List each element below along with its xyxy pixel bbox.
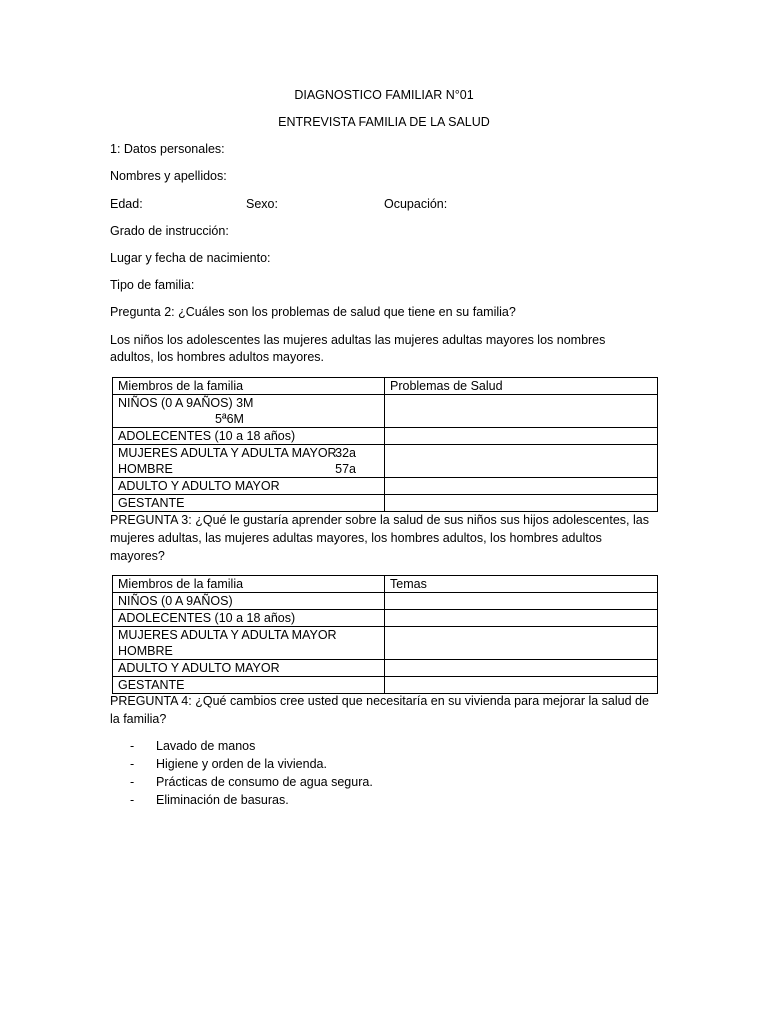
table-row <box>113 495 658 512</box>
table-cell <box>113 395 385 428</box>
cell-text: MUJERES ADULTA Y ADULTA MAYOR <box>118 628 337 642</box>
column-header-members: Miembros de la familia <box>113 576 385 593</box>
occupation-label: Ocupación: <box>384 197 448 211</box>
age-label: Edad: <box>110 197 143 211</box>
sex-label: Sexo: <box>246 197 278 211</box>
table-row <box>113 395 658 428</box>
answer-cell[interactable] <box>385 593 658 610</box>
list-item <box>130 738 373 756</box>
list-item <box>130 792 373 810</box>
table-row <box>113 428 658 445</box>
age-value: 57a <box>335 462 356 476</box>
question-3-line2: mujeres adultas, las mujeres adultas mayores, los hombres adultos, los hombres adultos <box>110 531 602 545</box>
bullet-list <box>130 738 373 810</box>
cell-text: GESTANTE <box>113 495 385 512</box>
cell-text <box>118 461 384 477</box>
table-row <box>113 445 658 478</box>
cell-text: ADOLECENTES (10 a 18 años) <box>113 428 385 445</box>
cell-label: HOMBRE <box>118 462 173 476</box>
table-row <box>113 593 658 610</box>
list-item-text: Prácticas de consumo de agua segura. <box>156 775 373 789</box>
question-2: Pregunta 2: ¿Cuáles son los problemas de salud que tiene en su familia? <box>110 305 516 319</box>
answer-cell[interactable] <box>385 445 658 478</box>
health-problems-table <box>112 377 658 512</box>
table-row <box>113 627 658 660</box>
names-label: Nombres y apellidos: <box>110 169 227 183</box>
bullet-dash: - <box>130 793 135 807</box>
cell-text: ADOLECENTES (10 a 18 años) <box>113 610 385 627</box>
table-cell <box>113 445 385 478</box>
question-2-answer-line2: adultos, los hombres adultos mayores. <box>110 350 324 364</box>
cell-text: ADULTO Y ADULTO MAYOR <box>113 478 385 495</box>
table-row <box>113 677 658 694</box>
family-type-label: Tipo de familia: <box>110 278 195 292</box>
answer-cell[interactable] <box>385 495 658 512</box>
bullet-dash: - <box>130 757 135 771</box>
cell-text: GESTANTE <box>113 677 385 694</box>
cell-text: NIÑOS (0 A 9AÑOS) <box>113 593 385 610</box>
list-item-text: Eliminación de basuras. <box>156 793 289 807</box>
document-title: DIAGNOSTICO FAMILIAR N°01 <box>294 88 474 102</box>
question-2-answer-line1: Los niños los adolescentes las mujeres adultas las mujeres adultas mayores los nombres <box>110 333 606 347</box>
age-value: 32a <box>335 446 356 460</box>
table-cell <box>113 627 385 660</box>
bullet-dash: - <box>130 775 135 789</box>
table-header-row <box>113 378 658 395</box>
list-item-text: Higiene y orden de la vivienda. <box>156 757 327 771</box>
cell-text <box>118 445 384 461</box>
cell-text: 5ª6M <box>215 412 244 426</box>
answer-cell[interactable] <box>385 395 658 428</box>
answer-cell[interactable] <box>385 428 658 445</box>
question-3-line1: PREGUNTA 3: ¿Qué le gustaría aprender sobre la salud de sus niños sus hijos adolescentes, las <box>110 513 649 527</box>
bullet-dash: - <box>130 739 135 753</box>
question-4-line1: PREGUNTA 4: ¿Qué cambios cree usted que necesitaría en su vivienda para mejorar la salud de <box>110 694 649 708</box>
cell-text: NIÑOS (0 A 9AÑOS) 3M <box>118 396 254 410</box>
column-header-members: Miembros de la familia <box>113 378 385 395</box>
cell-label: MUJERES ADULTA Y ADULTA MAYOR <box>118 446 337 460</box>
answer-cell[interactable] <box>385 478 658 495</box>
education-label: Grado de instrucción: <box>110 224 229 238</box>
section1-heading: 1: Datos personales: <box>110 142 225 156</box>
table-row <box>113 660 658 677</box>
document-subtitle: ENTREVISTA FAMILIA DE LA SALUD <box>278 115 490 129</box>
answer-cell[interactable] <box>385 627 658 660</box>
answer-cell[interactable] <box>385 660 658 677</box>
birth-label: Lugar y fecha de nacimiento: <box>110 251 271 265</box>
table-row <box>113 610 658 627</box>
column-header-topics: Temas <box>385 576 658 593</box>
topics-table <box>112 575 658 694</box>
answer-cell[interactable] <box>385 610 658 627</box>
cell-text: ADULTO Y ADULTO MAYOR <box>113 660 385 677</box>
table-header-row <box>113 576 658 593</box>
question-4-line2: la familia? <box>110 712 167 726</box>
list-item-text: Lavado de manos <box>156 739 256 753</box>
list-item <box>130 774 373 792</box>
column-header-health-problems: Problemas de Salud <box>385 378 658 395</box>
list-item <box>130 756 373 774</box>
table-row <box>113 478 658 495</box>
answer-cell[interactable] <box>385 677 658 694</box>
question-3-line3: mayores? <box>110 549 165 563</box>
cell-text: HOMBRE <box>118 644 173 658</box>
